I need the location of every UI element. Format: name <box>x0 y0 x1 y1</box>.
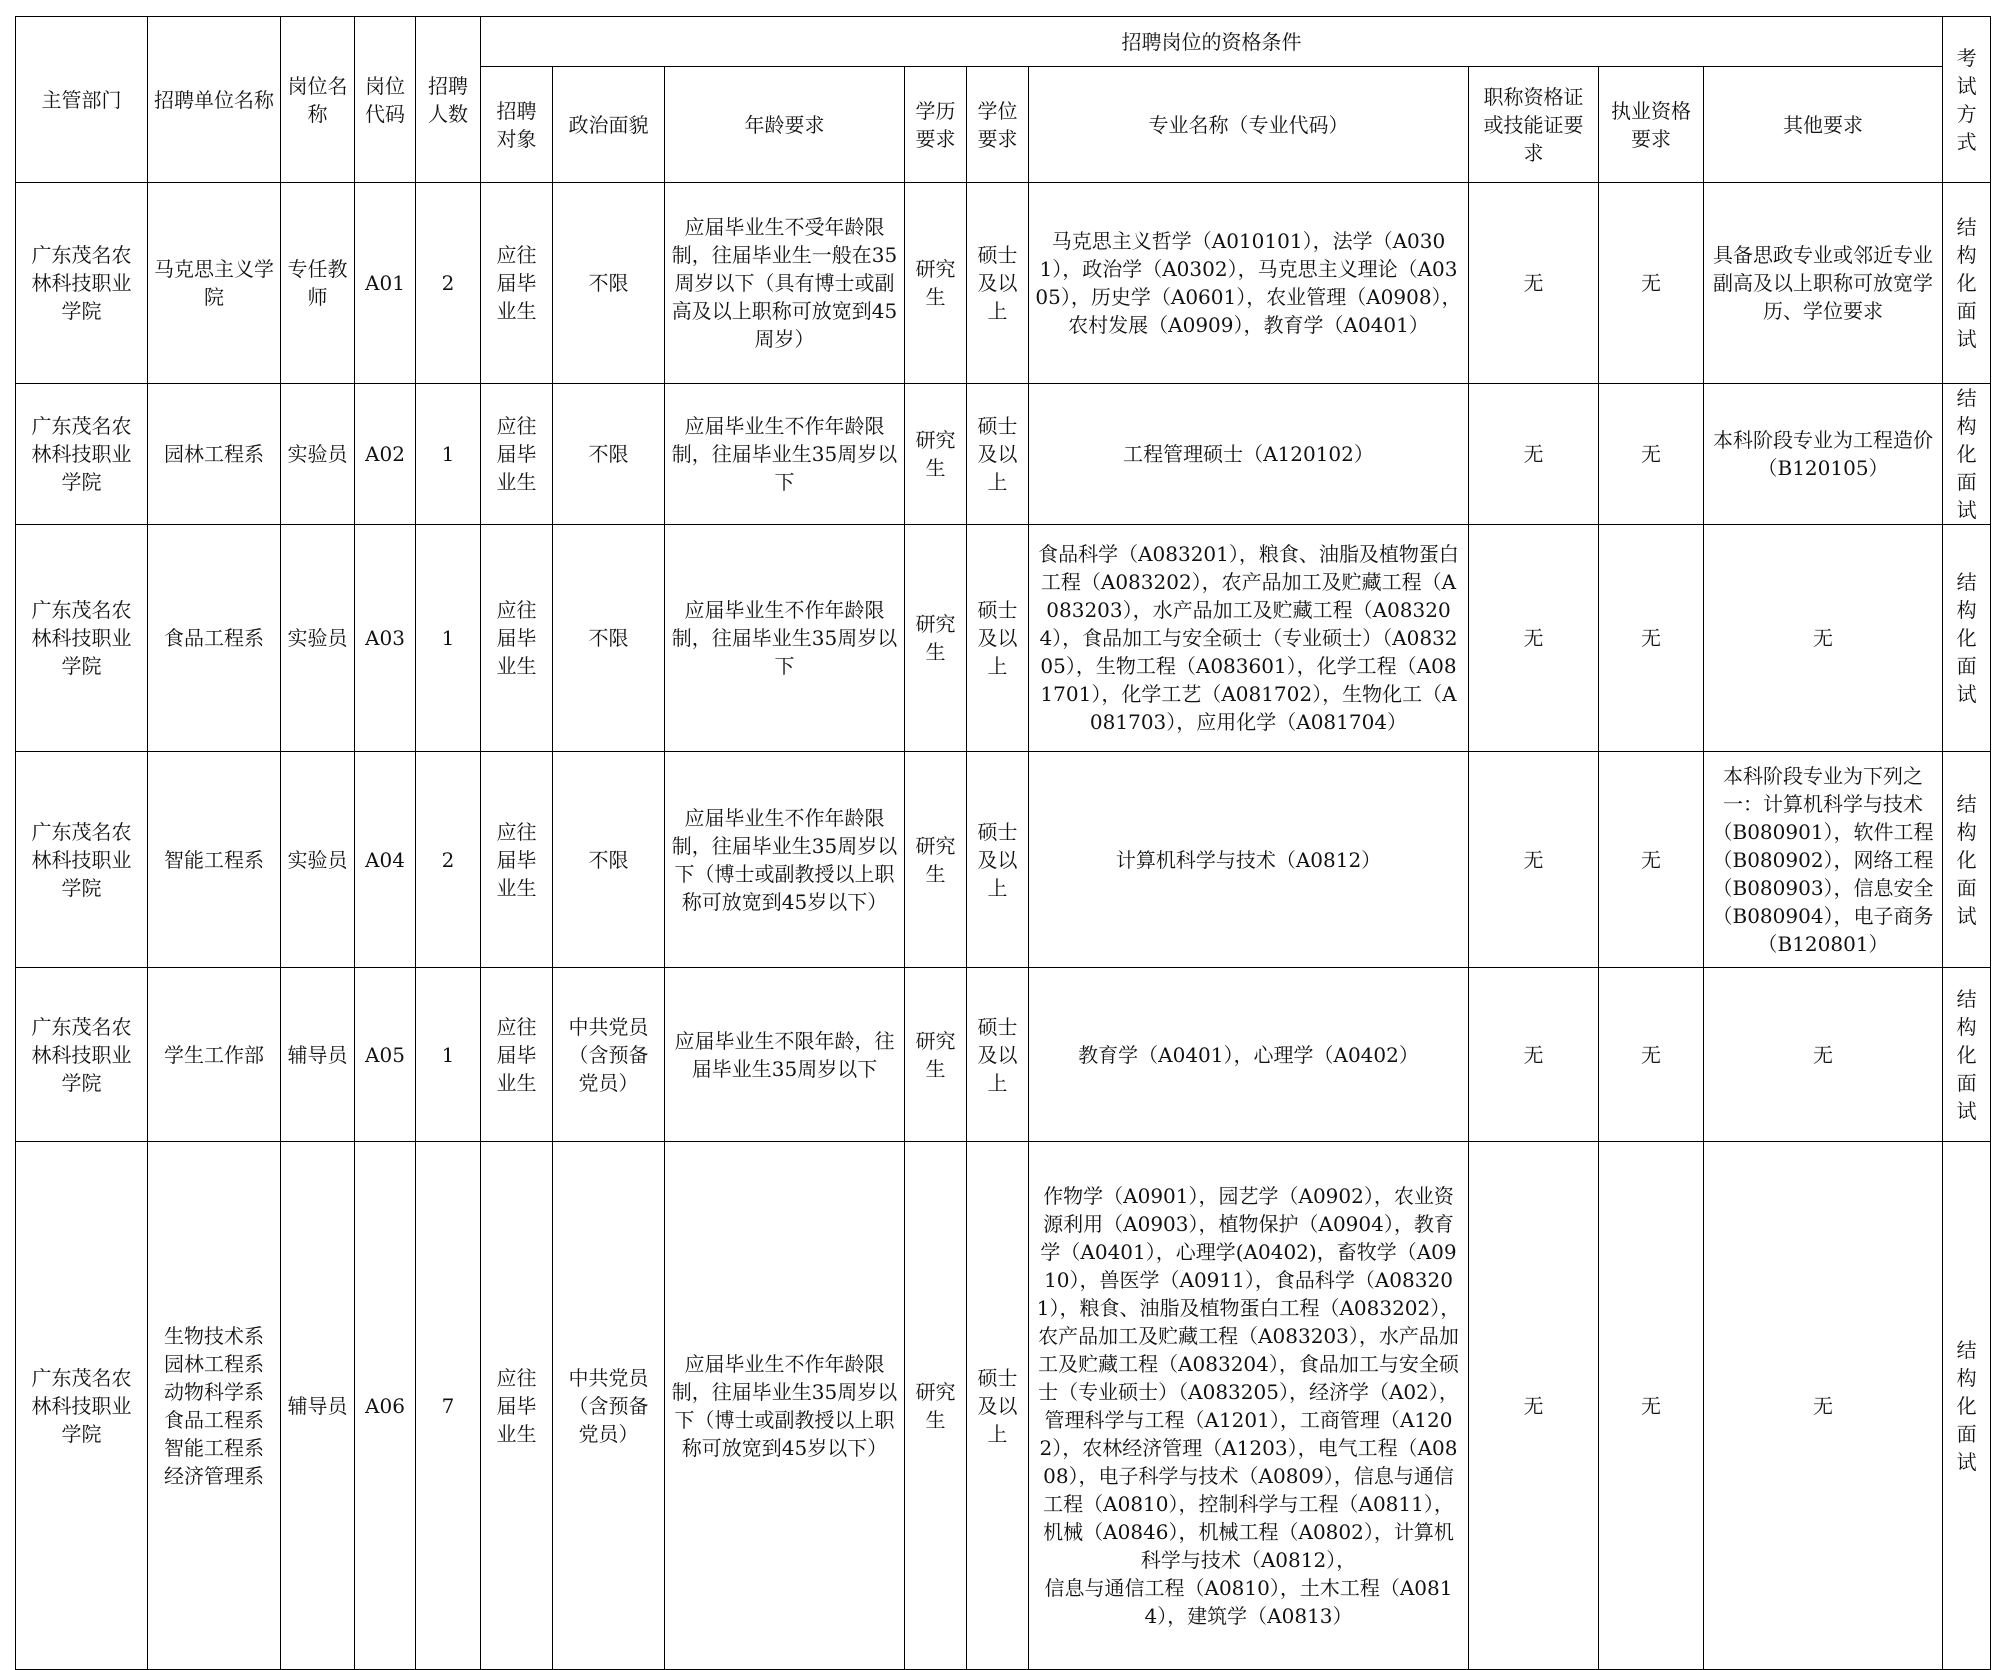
header-exam: 考试方式 <box>1943 17 1991 183</box>
cell-exam: 结构化面试 <box>1943 968 1991 1142</box>
header-major: 专业名称（专业代码） <box>1029 67 1469 183</box>
recruitment-table <box>15 16 1991 1670</box>
header-age: 年龄要求 <box>665 67 905 183</box>
cell-count: 1 <box>416 968 481 1142</box>
cell-post-name: 辅导员 <box>281 968 355 1142</box>
cell-other: 具备思政专业或邻近专业副高及以上职称可放宽学历、学位要求 <box>1704 183 1943 384</box>
cell-cert: 无 <box>1469 752 1599 968</box>
cell-count: 2 <box>416 183 481 384</box>
header-target: 招聘对象 <box>481 67 553 183</box>
cell-count: 2 <box>416 752 481 968</box>
cell-edu: 研究生 <box>905 1142 967 1670</box>
table-row <box>16 968 1991 1142</box>
cell-dept: 广东茂名农林科技职业学院 <box>16 968 148 1142</box>
cell-age: 应届毕业生不作年龄限制，往届毕业生35周岁以下 <box>665 525 905 752</box>
cell-age: 应届毕业生不作年龄限制，往届毕业生35周岁以下（博士或副教授以上职称可放宽到45岁以下） <box>665 1142 905 1670</box>
cell-unit: 学生工作部 <box>148 968 281 1142</box>
cell-exam: 结构化面试 <box>1943 525 1991 752</box>
table-row <box>16 525 1991 752</box>
header-edu: 学历要求 <box>905 67 967 183</box>
header-other: 其他要求 <box>1704 67 1943 183</box>
cell-political: 不限 <box>553 525 665 752</box>
cell-unit: 园林工程系 <box>148 384 281 525</box>
cell-edu: 研究生 <box>905 968 967 1142</box>
cell-cert: 无 <box>1469 183 1599 384</box>
header-degree: 学位要求 <box>967 67 1029 183</box>
cell-major: 工程管理硕士（A120102） <box>1029 384 1469 525</box>
table-row <box>16 752 1991 968</box>
cell-post-code: A01 <box>355 183 416 384</box>
cell-post-code: A05 <box>355 968 416 1142</box>
table-row <box>16 384 1991 525</box>
cell-political: 不限 <box>553 384 665 525</box>
cell-license: 无 <box>1599 968 1704 1142</box>
cell-license: 无 <box>1599 1142 1704 1670</box>
cell-degree: 硕士及以上 <box>967 183 1029 384</box>
header-post-name: 岗位名称 <box>281 17 355 183</box>
cell-major: 教育学（A0401），心理学（A0402） <box>1029 968 1469 1142</box>
cell-target: 应往届毕业生 <box>481 384 553 525</box>
cell-other: 无 <box>1704 525 1943 752</box>
cell-other: 本科阶段专业为下列之一：计算机科学与技术（B080901），软件工程（B080902），网络工程（B080903），信息安全（B080904），电子商务（B120801） <box>1704 752 1943 968</box>
cell-target: 应往届毕业生 <box>481 968 553 1142</box>
cell-degree: 硕士及以上 <box>967 525 1029 752</box>
cell-target: 应往届毕业生 <box>481 183 553 384</box>
cell-other: 无 <box>1704 968 1943 1142</box>
cell-count: 1 <box>416 384 481 525</box>
cell-cert: 无 <box>1469 525 1599 752</box>
header-qualification-group: 招聘岗位的资格条件 <box>481 17 1943 67</box>
header-unit: 招聘单位名称 <box>148 17 281 183</box>
cell-other: 无 <box>1704 1142 1943 1670</box>
cell-license: 无 <box>1599 384 1704 525</box>
cell-edu: 研究生 <box>905 525 967 752</box>
header-license: 执业资格要求 <box>1599 67 1704 183</box>
cell-post-code: A04 <box>355 752 416 968</box>
cell-edu: 研究生 <box>905 752 967 968</box>
cell-exam: 结构化面试 <box>1943 1142 1991 1670</box>
cell-license: 无 <box>1599 525 1704 752</box>
cell-post-name: 专任教师 <box>281 183 355 384</box>
cell-dept: 广东茂名农林科技职业学院 <box>16 525 148 752</box>
cell-age: 应届毕业生不作年龄限制，往届毕业生35周岁以下 <box>665 384 905 525</box>
cell-dept: 广东茂名农林科技职业学院 <box>16 183 148 384</box>
cell-post-name: 实验员 <box>281 384 355 525</box>
cell-unit: 马克思主义学院 <box>148 183 281 384</box>
cell-exam: 结构化面试 <box>1943 183 1991 384</box>
header-political: 政治面貌 <box>553 67 665 183</box>
cell-target: 应往届毕业生 <box>481 525 553 752</box>
cell-post-code: A02 <box>355 384 416 525</box>
cell-political: 不限 <box>553 183 665 384</box>
cell-age: 应届毕业生不限年龄，往届毕业生35周岁以下 <box>665 968 905 1142</box>
cell-major: 马克思主义哲学（A010101），法学（A0301），政治学（A0302），马克思主义理论（A0305），历史学（A0601），农业管理（A0908），农村发展（A0909），教育学（A0401） <box>1029 183 1469 384</box>
cell-degree: 硕士及以上 <box>967 384 1029 525</box>
cell-edu: 研究生 <box>905 384 967 525</box>
cell-unit: 生物技术系 园林工程系 动物科学系 食品工程系 智能工程系 经济管理系 <box>148 1142 281 1670</box>
header-post-code: 岗位代码 <box>355 17 416 183</box>
cell-dept: 广东茂名农林科技职业学院 <box>16 1142 148 1670</box>
cell-degree: 硕士及以上 <box>967 968 1029 1142</box>
cell-cert: 无 <box>1469 384 1599 525</box>
cell-edu: 研究生 <box>905 183 967 384</box>
table-row <box>16 183 1991 384</box>
cell-unit: 智能工程系 <box>148 752 281 968</box>
cell-political: 中共党员（含预备党员） <box>553 1142 665 1670</box>
cell-license: 无 <box>1599 752 1704 968</box>
cell-unit: 食品工程系 <box>148 525 281 752</box>
cell-age: 应届毕业生不作年龄限制，往届毕业生35周岁以下（博士或副教授以上职称可放宽到45岁以下） <box>665 752 905 968</box>
cell-post-name: 辅导员 <box>281 1142 355 1670</box>
cell-post-name: 实验员 <box>281 752 355 968</box>
cell-political: 中共党员（含预备党员） <box>553 968 665 1142</box>
cell-major: 食品科学（A083201），粮食、油脂及植物蛋白工程（A083202），农产品加工及贮藏工程（A083203），水产品加工及贮藏工程（A083204），食品加工与安全硕士（专业硕士）（A083205），生物工程（A083601），化学工程（A081701），化学工艺（A081702），生物化工（A081703），应用化学（A081704） <box>1029 525 1469 752</box>
cell-dept: 广东茂名农林科技职业学院 <box>16 384 148 525</box>
cell-other: 本科阶段专业为工程造价（B120105） <box>1704 384 1943 525</box>
table-row <box>16 1142 1991 1670</box>
cell-count: 1 <box>416 525 481 752</box>
cell-count: 7 <box>416 1142 481 1670</box>
header-dept: 主管部门 <box>16 17 148 183</box>
cell-major: 计算机科学与技术（A0812） <box>1029 752 1469 968</box>
cell-political: 不限 <box>553 752 665 968</box>
cell-target: 应往届毕业生 <box>481 752 553 968</box>
header-cert: 职称资格证或技能证要求 <box>1469 67 1599 183</box>
cell-exam: 结构化面试 <box>1943 384 1991 525</box>
cell-post-name: 实验员 <box>281 525 355 752</box>
cell-cert: 无 <box>1469 968 1599 1142</box>
cell-post-code: A03 <box>355 525 416 752</box>
cell-exam: 结构化面试 <box>1943 752 1991 968</box>
cell-degree: 硕士及以上 <box>967 1142 1029 1670</box>
cell-dept: 广东茂名农林科技职业学院 <box>16 752 148 968</box>
cell-cert: 无 <box>1469 1142 1599 1670</box>
cell-license: 无 <box>1599 183 1704 384</box>
cell-degree: 硕士及以上 <box>967 752 1029 968</box>
cell-post-code: A06 <box>355 1142 416 1670</box>
cell-target: 应往届毕业生 <box>481 1142 553 1670</box>
header-count: 招聘人数 <box>416 17 481 183</box>
cell-age: 应届毕业生不受年龄限制，往届毕业生一般在35周岁以下（具有博士或副高及以上职称可放宽到45周岁） <box>665 183 905 384</box>
cell-major: 作物学（A0901），园艺学（A0902），农业资源利用（A0903），植物保护（A0904），教育学（A0401），心理学(A0402)，畜牧学（A0910），兽医学（A0911），食品科学（A083201），粮食、油脂及植物蛋白工程（A083202），农产品加工及贮藏工程（A083203），水产品加工及贮藏工程（A083204），食品加工与安全硕士（专业硕士）（A083205），经济学（A02），管理科学与工程（A1201），工商管理（A1202），农林经济管理（A1203），电气工程（A0808），电子科学与技术（A0809），信息与通信工程（A0810），控制科学与工程（A0811），机械（A0846），机械工程（A0802），计算机科学与技术（A0812）， 信息与通信工程（A0810），土木工程（A0814），建筑学（A0813） <box>1029 1142 1469 1670</box>
